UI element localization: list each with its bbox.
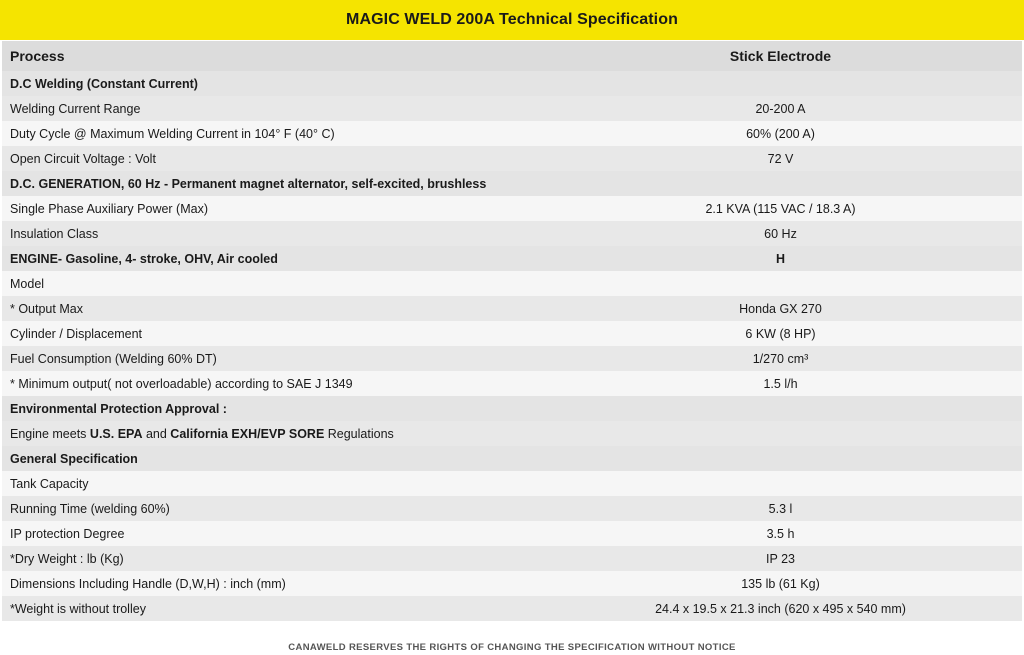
row-value: IP 23 [539, 546, 1022, 571]
table-row [2, 546, 1022, 571]
row-value [539, 71, 1022, 96]
row-label: Running Time (welding 60%) [2, 496, 539, 521]
table-row [2, 146, 1022, 171]
table-row [2, 471, 1022, 496]
table-row [2, 296, 1022, 321]
row-label: General Specification [2, 446, 539, 471]
row-value: 24.4 x 19.5 x 21.3 inch (620 x 495 x 540 mm) [539, 596, 1022, 621]
table-row [2, 371, 1022, 396]
row-label: ENGINE- Gasoline, 4- stroke, OHV, Air cooled [2, 246, 539, 271]
row-value: 60% (200 A) [539, 121, 1022, 146]
row-label: Model [2, 271, 539, 296]
row-value: 72 V [539, 146, 1022, 171]
row-value [539, 271, 1022, 296]
row-label: *Weight is without trolley [2, 596, 539, 621]
emphasis-text: U.S. EPA [89, 426, 143, 441]
row-value [539, 471, 1022, 496]
table-row [2, 221, 1022, 246]
table-row [2, 496, 1022, 521]
row-value: 2.1 KVA (115 VAC / 18.3 A) [539, 196, 1022, 221]
row-value: 135 lb (61 Kg) [539, 571, 1022, 596]
footer-disclaimer: CANAWELD RESERVES THE RIGHTS OF CHANGING THE SPECIFICATION WITHOUT NOTICE [288, 642, 736, 653]
table-row [2, 321, 1022, 346]
row-label: *Dry Weight : lb (Kg) [2, 546, 539, 571]
table-row [2, 571, 1022, 596]
page-title: MAGIC WELD 200A Technical Specification [346, 11, 678, 28]
table-row [2, 446, 1022, 471]
row-label [2, 421, 539, 446]
row-label: Cylinder / Displacement [2, 321, 539, 346]
row-value: 5.3 l [539, 496, 1022, 521]
row-label: Single Phase Auxiliary Power (Max) [2, 196, 539, 221]
specification-table [2, 41, 1022, 621]
table-row [2, 171, 1022, 196]
row-value [539, 421, 1022, 446]
row-value: 6 KW (8 HP) [539, 321, 1022, 346]
table-row [2, 121, 1022, 146]
table-row [2, 521, 1022, 546]
table-row [2, 71, 1022, 96]
row-value: Honda GX 270 [539, 296, 1022, 321]
row-value: 20-200 A [539, 96, 1022, 121]
row-label: Welding Current Range [2, 96, 539, 121]
table-header-row [2, 41, 1022, 71]
row-value [539, 446, 1022, 471]
row-value: 60 Hz [539, 221, 1022, 246]
table-row [2, 421, 1022, 446]
row-value: 1.5 l/h [539, 371, 1022, 396]
row-value [539, 396, 1022, 421]
row-label: * Output Max [2, 296, 539, 321]
column-header-process: Process [2, 41, 539, 71]
table-row [2, 596, 1022, 621]
row-value [539, 171, 1022, 196]
plain-text: and [142, 426, 171, 441]
column-header-stick-electrode: Stick Electrode [539, 41, 1022, 71]
row-label: Open Circuit Voltage : Volt [2, 146, 539, 171]
row-label: IP protection Degree [2, 521, 539, 546]
table-row [2, 246, 1022, 271]
row-label: Duty Cycle @ Maximum Welding Current in 104° F (40° C) [2, 121, 539, 146]
row-value: H [539, 246, 1022, 271]
row-value: 3.5 h [539, 521, 1022, 546]
row-label: D.C. GENERATION, 60 Hz - Permanent magnet alternator, self-excited, brushless [2, 171, 539, 196]
table-row [2, 196, 1022, 221]
row-value: 1/270 cm³ [539, 346, 1022, 371]
table-row [2, 271, 1022, 296]
title-bar [0, 0, 1024, 41]
row-label: Environmental Protection Approval : [2, 396, 539, 421]
row-label: * Minimum output( not overloadable) according to SAE J 1349 [2, 371, 539, 396]
table-row [2, 96, 1022, 121]
plain-text: Regulations [324, 426, 394, 441]
plain-text: Engine meets [10, 426, 90, 441]
emphasis-text: California EXH/EVP SORE [170, 426, 325, 441]
table-row [2, 396, 1022, 421]
row-label: Fuel Consumption (Welding 60% DT) [2, 346, 539, 371]
table-body [2, 41, 1022, 621]
row-label: Tank Capacity [2, 471, 539, 496]
row-label: D.C Welding (Constant Current) [2, 71, 539, 96]
row-label: Dimensions Including Handle (D,W,H) : inch (mm) [2, 571, 539, 596]
row-label: Insulation Class [2, 221, 539, 246]
table-row [2, 346, 1022, 371]
